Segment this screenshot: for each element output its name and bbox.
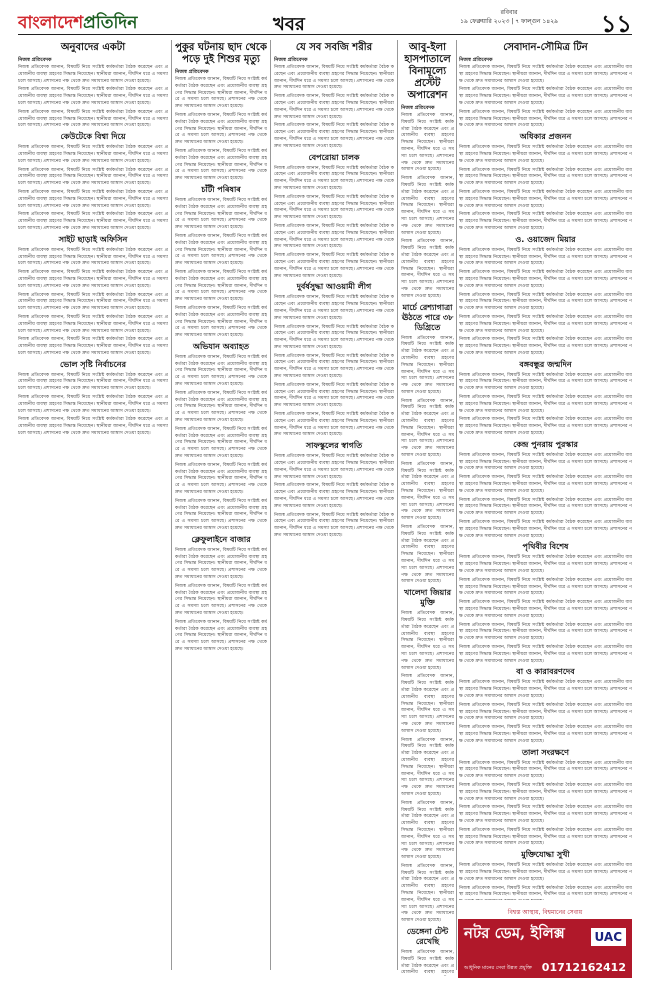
article-body: নিজস্ব প্রতিবেদক জানান, বিষয়টি নিয়ে সংশ্লিষ্ট কর্মকর্তারা বৈঠক করেছেন এবং প্রয়োজনীয় ব্যবস্থা গ্রহণের সিদ্ধান্ত নিয়েছেন। স্থানীয়রা জানান, দীর্ঘদিন ধরে এ সমস্যা চলে আসছে। প্রশাসনের পক্ষ থেকে দ্রুত সমাধানের আশ্বাস দেওয়া হয়েছে। bbox=[459, 247, 632, 267]
logo-text: বাংলাদেশ bbox=[18, 13, 84, 33]
article-body: নিজস্ব প্রতিবেদক জানান, বিষয়টি নিয়ে সংশ্লিষ্ট কর্মকর্তারা বৈঠক করেছেন এবং প্রয়োজনীয় ব্যবস্থা গ্রহণের সিদ্ধান্ত নিয়েছেন। স্থানীয়রা জানান, দীর্ঘদিন ধরে এ সমস্যা চলে আসছে। প্রশাসনের পক্ষ থেকে দ্রুত সমাধানের আশ্বাস দেওয়া হয়েছে। bbox=[274, 165, 394, 191]
article bbox=[459, 42, 632, 130]
column-1 bbox=[18, 40, 168, 900]
article-body: নিজস্ব প্রতিবেদক জানান, বিষয়টি নিয়ে সংশ্লিষ্ট কর্মকর্তারা বৈঠক করেছেন এবং প্রয়োজনীয় ব্যবস্থা গ্রহণের সিদ্ধান্ত নিয়েছেন। স্থানীয়রা জানান, দীর্ঘদিন ধরে এ সমস্যা চলে আসছে। প্রশাসনের পক্ষ থেকে দ্রুত সমাধানের আশ্বাস দেওয়া হয়েছে। bbox=[274, 324, 394, 350]
article-body: নিজস্ব প্রতিবেদক জানান, বিষয়টি নিয়ে সংশ্লিষ্ট কর্মকর্তারা বৈঠক করেছেন এবং প্রয়োজনীয় ব্যবস্থা গ্রহণের সিদ্ধান্ত নিয়েছেন। স্থানীয়রা জানান, দীর্ঘদিন ধরে এ সমস্যা চলে আসছে। প্রশাসনের পক্ষ থেকে দ্রুত সমাধানের আশ্বাস দেওয়া হয়েছে। bbox=[274, 382, 394, 409]
article-body: নিজস্ব প্রতিবেদক জানান, বিষয়টি নিয়ে সংশ্লিষ্ট কর্মকর্তারা বৈঠক করেছেন এবং প্রয়োজনীয় ব্যবস্থা গ্রহণের সিদ্ধান্ত নিয়েছেন। স্থানীয়রা জানান, দীর্ঘদিন ধরে এ সমস্যা চলে আসছে। প্রশাসনের পক্ষ থেকে দ্রুত সমাধানের আশ্বাস দেওয়া হয়েছে। bbox=[175, 462, 267, 496]
article-body: নিজস্ব প্রতিবেদক জানান, বিষয়টি নিয়ে সংশ্লিষ্ট কর্মকর্তারা বৈঠক করেছেন এবং প্রয়োজনীয় ব্যবস্থা গ্রহণের সিদ্ধান্ত নিয়েছেন। স্থানীয়রা জানান, দীর্ঘদিন ধরে এ সমস্যা চলে আসছে। প্রশাসনের পক্ষ থেকে দ্রুত সমাধানের আশ্বাস দেওয়া হয়েছে। bbox=[459, 827, 632, 847]
article-body: নিজস্ব প্রতিবেদক জানান, বিষয়টি নিয়ে সংশ্লিষ্ট কর্মকর্তারা বৈঠক করেছেন এবং প্রয়োজনীয় ব্যবস্থা গ্রহণের সিদ্ধান্ত নিয়েছেন। স্থানীয়রা জানান, দীর্ঘদিন ধরে এ সমস্যা চলে আসছে। প্রশাসনের পক্ষ থেকে দ্রুত সমাধানের আশ্বাস দেওয়া হয়েছে। bbox=[401, 176, 454, 236]
article-body: নিজস্ব প্রতিবেদক জানান, বিষয়টি নিয়ে সংশ্লিষ্ট কর্মকর্তারা বৈঠক করেছেন এবং প্রয়োজনীয় ব্যবস্থা গ্রহণের সিদ্ধান্ত নিয়েছেন। স্থানীয়রা জানান, দীর্ঘদিন ধরে এ সমস্যা চলে আসছে। প্রশাসনের পক্ষ থেকে দ্রুত সমাধানের আশ্বাস দেওয়া হয়েছে। bbox=[459, 644, 632, 664]
article bbox=[459, 542, 632, 665]
article-body: নিজস্ব প্রতিবেদক জানান, বিষয়টি নিয়ে সংশ্লিষ্ট কর্মকর্তারা বৈঠক করেছেন এবং প্রয়োজনীয় ব্যবস্থা গ্রহণের সিদ্ধান্ত নিয়েছেন। স্থানীয়রা জানান, দীর্ঘদিন ধরে এ সমস্যা চলে আসছে। প্রশাসনের পক্ষ থেকে দ্রুত সমাধানের আশ্বাস দেওয়া হয়েছে। bbox=[175, 269, 267, 303]
article bbox=[459, 360, 632, 438]
article-body: নিজস্ব প্রতিবেদক জানান, বিষয়টি নিয়ে সংশ্লিষ্ট কর্মকর্তারা বৈঠক করেছেন এবং প্রয়োজনীয় ব্যবস্থা গ্রহণের সিদ্ধান্ত নিয়েছেন। স্থানীয়রা জানান, দীর্ঘদিন ধরে এ সমস্যা চলে আসছে। প্রশাসনের পক্ষ থেকে দ্রুত সমাধানের আশ্বাস দেওয়া হয়েছে। bbox=[175, 498, 267, 532]
article-headline[interactable]: ও. ওয়াজেদ মিয়ার bbox=[515, 234, 576, 244]
article bbox=[401, 927, 454, 976]
article-byline: নিজস্ব প্রতিবেদক bbox=[401, 105, 435, 111]
article-body: নিজস্ব প্রতিবেদক জানান, বিষয়টি নিয়ে সংশ্লিষ্ট কর্মকর্তারা বৈঠক করেছেন এবং প্রয়োজনীয় ব্যবস্থা গ্রহণের সিদ্ধান্ত নিয়েছেন। স্থানীয়রা জানান, দীর্ঘদিন ধরে এ সমস্যা চলে আসছে। প্রশাসনের পক্ষ থেকে দ্রুত সমাধানের আশ্বাস দেওয়া হয়েছে। bbox=[401, 800, 454, 861]
article-headline[interactable]: তালা সংরক্ষণে bbox=[521, 747, 570, 757]
article-body: নিজস্ব প্রতিবেদক জানান, বিষয়টি নিয়ে সংশ্লিষ্ট কর্মকর্তারা বৈঠক করেছেন এবং প্রয়োজনীয় ব্যবস্থা গ্রহণের সিদ্ধান্ত নিয়েছেন। স্থানীয়রা জানান, দীর্ঘদিন ধরে এ সমস্যা চলে আসছে। প্রশাসনের পক্ষ থেকে দ্রুত সমাধানের আশ্বাস দেওয়া হয়েছে। bbox=[459, 863, 632, 882]
article bbox=[274, 153, 394, 281]
column-3 bbox=[274, 40, 394, 976]
article-body: নিজস্ব প্রতিবেদক জানান, বিষয়টি নিয়ে সংশ্লিষ্ট কর্মকর্তারা বৈঠক করেছেন এবং প্রয়োজনীয় ব্যবস্থা গ্রহণের সিদ্ধান্ত নিয়েছেন। স্থানীয়রা জানান, দীর্ঘদিন ধরে এ সমস্যা চলে আসছে। প্রশাসনের পক্ষ থেকে দ্রুত সমাধানের আশ্বাস দেওয়া হয়েছে। bbox=[175, 112, 267, 146]
article-body: নিজস্ব প্রতিবেদক জানান, বিষয়টি নিয়ে সংশ্লিষ্ট কর্মকর্তারা বৈঠক করেছেন এবং প্রয়োজনীয় ব্যবস্থা গ্রহণের সিদ্ধান্ত নিয়েছেন। স্থানীয়রা জানান, দীর্ঘদিন ধরে এ সমস্যা চলে আসছে। প্রশাসনের পক্ষ থেকে দ্রুত সমাধানের আশ্বাস দেওয়া হয়েছে। bbox=[459, 314, 632, 334]
article-body: নিজস্ব প্রতিবেদক জানান, বিষয়টি নিয়ে সংশ্লিষ্ট কর্মকর্তারা বৈঠক করেছেন এবং প্রয়োজনীয় ব্যবস্থা গ্রহণের সিদ্ধান্ত নিয়েছেন। স্থানীয়রা জানান, দীর্ঘদিন ধরে এ সমস্যা চলে আসছে। প্রশাসনের পক্ষ থেকে দ্রুত সমাধানের আশ্বাস দেওয়া হয়েছে। bbox=[459, 760, 632, 780]
article-body: নিজস্ব প্রতিবেদক জানান, বিষয়টি নিয়ে সংশ্লিষ্ট কর্মকর্তারা বৈঠক করেছেন এবং প্রয়োজনীয় ব্যবস্থা গ্রহণের সিদ্ধান্ত নিয়েছেন। স্থানীয়রা জানান, দীর্ঘদিন ধরে এ সমস্যা চলে আসছে। প্রশাসনের পক্ষ থেকে দ্রুত সমাধানের আশ্বাস দেওয়া হয়েছে। bbox=[401, 335, 454, 395]
article-body: নিজস্ব প্রতিবেদক জানান, বিষয়টি নিয়ে সংশ্লিষ্ট কর্মকর্তারা বৈঠক করেছেন এবং প্রয়োজনীয় ব্যবস্থা গ্রহণের সিদ্ধান্ত নিয়েছেন। স্থানীয়রা জানান, দীর্ঘদিন ধরে এ সমস্যা চলে আসছে। প্রশাসনের পক্ষ থেকে দ্রুত সমাধানের আশ্বাস দেওয়া হয়েছে। bbox=[401, 239, 454, 299]
article-body: নিজস্ব প্রতিবেদক জানান, বিষয়টি নিয়ে সংশ্লিষ্ট কর্মকর্তারা বৈঠক করেছেন এবং প্রয়োজনীয় ব্যবস্থা গ্রহণের সিদ্ধান্ত নিয়েছেন। স্থানীয়রা জানান, দীর্ঘদিন ধরে এ সমস্যা চলে আসছে। প্রশাসনের পক্ষ থেকে দ্রুত সমাধানের আশ্বাস দেওয়া হয়েছে। bbox=[274, 454, 394, 480]
article bbox=[459, 748, 632, 849]
article-body: নিজস্ব প্রতিবেদক জানান, বিষয়টি নিয়ে সংশ্লিষ্ট কর্মকর্তারা বৈঠক করেছেন এবং প্রয়োজনীয় ব্যবস্থা গ্রহণের সিদ্ধান্ত নিয়েছেন। স্থানীয়রা জানান, দীর্ঘদিন ধরে এ সমস্যা চলে আসছে। প্রশাসনের পক্ষ থেকে দ্রুত সমাধানের আশ্বাস দেওয়া হয়েছে। bbox=[459, 622, 632, 642]
newspaper-logo[interactable] bbox=[18, 10, 137, 38]
article-byline: নিজস্ব প্রতিবেদক bbox=[18, 57, 52, 63]
article-body: নিজস্ব প্রতিবেদক জানান, বিষয়টি নিয়ে সংশ্লিষ্ট কর্মকর্তারা বৈঠক করেছেন এবং প্রয়োজনীয় ব্যবস্থা গ্রহণের সিদ্ধান্ত নিয়েছেন। স্থানীয়রা জানান, দীর্ঘদিন ধরে এ সমস্যা চলে আসছে। প্রশাসনের পক্ষ থেকে দ্রুত সমাধানের আশ্বাস দেওয়া হয়েছে। bbox=[459, 337, 632, 356]
article bbox=[175, 342, 267, 533]
article-body: নিজস্ব প্রতিবেদক জানান, বিষয়টি নিয়ে সংশ্লিষ্ট কর্মকর্তারা বৈঠক করেছেন এবং প্রয়োজনীয় ব্যবস্থা গ্রহণের সিদ্ধান্ত নিয়েছেন। স্থানীয়রা জানান, দীর্ঘদিন ধরে এ সমস্যা চলে আসছে। প্রশাসনের পক্ষ থেকে দ্রুত সমাধানের আশ্বাস দেওয়া হয়েছে। bbox=[459, 417, 632, 437]
article-body: নিজস্ব প্রতিবেদক জানান, বিষয়টি নিয়ে সংশ্লিষ্ট কর্মকর্তারা বৈঠক করেছেন এবং প্রয়োজনীয় ব্যবস্থা গ্রহণের সিদ্ধান্ত নিয়েছেন। স্থানীয়রা জানান, দীর্ঘদিন ধরে এ সমস্যা চলে আসছে। প্রশাসনের পক্ষ থেকে দ্রুত সমাধানের আশ্বাস দেওয়া হয়েছে। bbox=[401, 398, 454, 459]
article-body: নিজস্ব প্রতিবেদক জানান, বিষয়টি নিয়ে সংশ্লিষ্ট কর্মকর্তারা বৈঠক করেছেন এবং প্রয়োজনীয় ব্যবস্থা গ্রহণের সিদ্ধান্ত নিয়েছেন। স্থানীয়রা জানান, দীর্ঘদিন ধরে এ সমস্যা চলে আসছে। প্রশাসনের পক্ষ থেকে দ্রুত সমাধানের আশ্বাস দেওয়া হয়েছে। bbox=[175, 547, 267, 580]
article bbox=[459, 440, 632, 541]
article-headline[interactable]: বঙ্গবন্ধুর জন্মদিন bbox=[519, 359, 572, 369]
article bbox=[274, 282, 394, 439]
article-body: নিজস্ব প্রতিবেদক জানান, বিষয়টি নিয়ে সংশ্লিষ্ট কর্মকর্তারা বৈঠক করেছেন এবং প্রয়োজনীয় ব্যবস্থা গ্রহণের সিদ্ধান্ত নিয়েছেন। স্থানীয়রা জানান, দীর্ঘদিন ধরে এ সমস্যা চলে আসছে। প্রশাসনের পক্ষ থেকে দ্রুত সমাধানের আশ্বাস দেওয়া হয়েছে। bbox=[175, 426, 267, 460]
article-body: নিজস্ব প্রতিবেদক জানান, বিষয়টি নিয়ে সংশ্লিষ্ট কর্মকর্তারা বৈঠক করেছেন এবং প্রয়োজনীয় ব্যবস্থা গ্রহণের সিদ্ধান্ত নিয়েছেন। স্থানীয়রা জানান, দীর্ঘদিন ধরে এ সমস্যা চলে আসছে। প্রশাসনের পক্ষ থেকে দ্রুত সমাধানের আশ্বাস দেওয়া হয়েছে। bbox=[459, 725, 632, 744]
article bbox=[274, 441, 394, 540]
article-headline[interactable]: চাঁটী পৰিষাৰ bbox=[201, 184, 241, 194]
article-body: নিজস্ব প্রতিবেদক জানান, বিষয়টি নিয়ে সংশ্লিষ্ট কর্মকর্তারা বৈঠক করেছেন এবং প্রয়োজনীয় ব্যবস্থা গ্রহণের সিদ্ধান্ত নিয়েছেন। স্থানীয়রা জানান, দীর্ঘদিন ধরে এ সমস্যা চলে আসছে। প্রশাসনের পক্ষ থেকে দ্রুত সমাধানের আশ্বাস দেওয়া হয়েছে। bbox=[175, 583, 267, 616]
article-body: নিজস্ব প্রতিবেদক জানান, বিষয়টি নিয়ে সংশ্লিষ্ট কর্মকর্তারা বৈঠক করেছেন এবং প্রয়োজনীয় ব্যবস্থা গ্রহণের সিদ্ধান্ত নিয়েছেন। স্থানীয়রা জানান, দীর্ঘদিন ধরে এ সমস্যা চলে আসছে। প্রশাসনের পক্ষ থেকে দ্রুত সমাধানের আশ্বাস দেওয়া হয়েছে। bbox=[459, 702, 632, 722]
article bbox=[459, 132, 632, 233]
article-body: নিজস্ব প্রতিবেদক জানান, বিষয়টি নিয়ে সংশ্লিষ্ট কর্মকর্তারা বৈঠক করেছেন এবং প্রয়োজনীয় ব্যবস্থা গ্রহণের সিদ্ধান্ত নিয়েছেন। স্থানীয়রা জানান, দীর্ঘদিন ধরে এ সমস্যা চলে আসছে। প্রশাসনের পক্ষ থেকে দ্রুত সমাধানের আশ্বাস দেওয়া হয়েছে। bbox=[459, 452, 632, 472]
edition-date: ১৯ ফেব্রুয়ারি ২০২৩ | ৭ ফাল্গুন ১৪২৯ bbox=[460, 18, 558, 25]
article-headline[interactable]: ক্লেফুলাইনে বাজার bbox=[191, 534, 251, 544]
article-body: নিজস্ব প্রতিবেদক জানান, বিষয়টি নিয়ে সংশ্লিষ্ট কর্মকর্তারা বৈঠক করেছেন এবং প্রয়োজনীয় ব্যবস্থা গ্রহণের সিদ্ধান্ত নিয়েছেন। স্থানীয়রা জানান, দীর্ঘদিন ধরে এ সমস্যা চলে আসছে। প্রশাসনের পক্ষ থেকে দ্রুত সমাধানের আশ্বাস দেওয়া হয়েছে। bbox=[401, 525, 454, 585]
article-body: নিজস্ব প্রতিবেদক জানান, বিষয়টি নিয়ে সংশ্লিষ্ট কর্মকর্তারা বৈঠক করেছেন এবং প্রয়োজনীয় ব্যবস্থা গ্রহণের সিদ্ধান্ত নিয়েছেন। স্থানীয়রা জানান, দীর্ঘদিন ধরে এ সমস্যা চলে আসছে। প্রশাসনের পক্ষ থেকে দ্রুত সমাধানের আশ্বাস দেওয়া হয়েছে। bbox=[459, 145, 632, 164]
article-body: নিজস্ব প্রতিবেদক জানান, বিষয়টি নিয়ে সংশ্লিষ্ট কর্মকর্তারা বৈঠক করেছেন এবং প্রয়োজনীয় ব্যবস্থা গ্রহণের সিদ্ধান্ত নিয়েছেন। স্থানীয়রা জানান, দীর্ঘদিন ধরে এ সমস্যা চলে আসছে। প্রশাসনের পক্ষ থেকে দ্রুত সমাধানের আশ্বাস দেওয়া হয়েছে। bbox=[274, 295, 394, 321]
article-body: নিজস্ব প্রতিবেদক জানান, বিষয়টি নিয়ে সংশ্লিষ্ট কর্মকর্তারা বৈঠক করেছেন এবং প্রয়োজনীয় ব্যবস্থা গ্রহণের সিদ্ধান্ত নিয়েছেন। স্থানীয়রা জানান, দীর্ঘদিন ধরে এ সমস্যা চলে আসছে। প্রশাসনের পক্ষ থেকে দ্রুত সমাধানের আশ্বাস দেওয়া হয়েছে। bbox=[459, 372, 632, 392]
article-body: নিজস্ব প্রতিবেদক জানান, বিষয়টি নিয়ে সংশ্লিষ্ট কর্মকর্তারা বৈঠক করেছেন এবং প্রয়োজনীয় ব্যবস্থা গ্রহণের সিদ্ধান্ত নিয়েছেন। স্থানীয়রা জানান, দীর্ঘদিন ধরে এ সমস্যা চলে আসছে। প্রশাসনের পক্ষ থেকে দ্রুত সমাধানের আশ্বাস দেওয়া হয়েছে। bbox=[274, 512, 394, 539]
article-body: নিজস্ব প্রতিবেদক জানান, বিষয়টি নিয়ে সংশ্লিষ্ট কর্মকর্তারা বৈঠক করেছেন এবং প্রয়োজনীয় ব্যবস্থা গ্রহণের সিদ্ধান্ত নিয়েছেন। স্থানীয়রা জানান, দীর্ঘদিন ধরে এ সমস্যা চলে আসছে। প্রশাসনের পক্ষ থেকে দ্রুত সমাধানের আশ্বাস দেওয়া হয়েছে। bbox=[18, 337, 168, 356]
article-headline[interactable]: অনুবাদের একটা bbox=[60, 42, 126, 53]
ad-tagline: বিশ্বস্ত আস্থায়, বিশ্বমানের সেবায় bbox=[458, 906, 632, 919]
article-body: নিজস্ব প্রতিবেদক জানান, বিষয়টি নিয়ে সংশ্লিষ্ট কর্মকর্তারা বৈঠক করেছেন এবং প্রয়োজনীয় ব্যবস্থা গ্রহণের সিদ্ধান্ত নিয়েছেন। স্থানীয়রা জানান, দীর্ঘদিন ধরে এ সমস্যা চলে আসছে। প্রশাসনের পক্ষ থেকে দ্রুত সমাধানের আশ্বাস দেওয়া হয়েছে। bbox=[18, 189, 168, 209]
column-divider bbox=[270, 40, 271, 970]
article-body: নিজস্ব প্রতিবেদক জানান, বিষয়টি নিয়ে সংশ্লিষ্ট কর্মকর্তারা বৈঠক করেছেন এবং প্রয়োজনীয় ব্যবস্থা গ্রহণের সিদ্ধান্ত নিয়েছেন। স্থানীয়রা জানান, দীর্ঘদিন ধরে এ সমস্যা চলে আসছে। প্রশাসনের পক্ষ থেকে দ্রুত সমাধানের আশ্বাস দেওয়া হয়েছে। bbox=[18, 314, 168, 334]
article-body: নিজস্ব প্রতিবেদক জানান, বিষয়টি নিয়ে সংশ্লিষ্ট কর্মকর্তারা বৈঠক করেছেন এবং প্রয়োজনীয় ব্যবস্থা গ্রহণের সিদ্ধান্ত নিয়েছেন। স্থানীয়রা জানান, দীর্ঘদিন ধরে এ সমস্যা চলে আসছে। প্রশাসনের পক্ষ থেকে দ্রুত সমাধানের আশ্বাস দেওয়া হয়েছে। bbox=[18, 145, 168, 164]
article-body: নিজস্ব প্রতিবেদক জানান, বিষয়টি নিয়ে সংশ্লিষ্ট কর্মকর্তারা বৈঠক করেছেন এবং প্রয়োজনীয় ব্যবস্থা গ্রহণের সিদ্ধান্ত নিয়েছেন। স্থানীয়রা জানান, দীর্ঘদিন ধরে এ সমস্যা চলে আসছে। প্রশাসনের পক্ষ থেকে দ্রুত সমাধানের আশ্বাস দেওয়া হয়েছে। bbox=[175, 197, 267, 231]
article-body: নিজস্ব প্রতিবেদক জানান, বিষয়টি নিয়ে সংশ্লিষ্ট কর্মকর্তারা বৈঠক করেছেন এবং প্রয়োজনীয় ব্যবস্থা গ্রহণের সিদ্ধান্ত নিয়েছেন। স্থানীয়রা জানান, দীর্ঘদিন ধরে এ সমস্যা চলে আসছে। প্রশাসনের পক্ষ থেকে দ্রুত সমাধানের আশ্বাস দেওয়া হয়েছে। bbox=[459, 270, 632, 289]
article-body: নিজস্ব প্রতিবেদক জানান, বিষয়টি নিয়ে সংশ্লিষ্ট কর্মকর্তারা বৈঠক করেছেন এবং প্রয়োজনীয় ব্যবস্থা গ্রহণের সিদ্ধান্ত নিয়েছেন। স্থানীয়রা জানান, দীর্ঘদিন ধরে এ সমস্যা চলে আসছে। প্রশাসনের পক্ষ থেকে দ্রুত সমাধানের আশ্বাস দেওয়া হয়েছে। bbox=[274, 353, 394, 380]
article-byline: নিজস্ব প্রতিবেদক bbox=[274, 57, 308, 63]
article-body: নিজস্ব প্রতিবেদক জানান, বিষয়টি নিয়ে সংশ্লিষ্ট কর্মকর্তারা বৈঠক করেছেন এবং প্রয়োজনীয় ব্যবস্থা গ্রহণের সিদ্ধান্ত নিয়েছেন। স্থানীয়রা জানান, দীর্ঘদিন ধরে এ সমস্যা চলে আসছে। প্রশাসনের পক্ষ থেকে দ্রুত সমাধানের আশ্বাস দেওয়া হয়েছে। bbox=[274, 65, 394, 91]
article-byline: নিজস্ব প্রতিবেদক bbox=[175, 69, 209, 75]
article-headline[interactable]: সাইট ছাড়াই অফিসিন bbox=[58, 234, 128, 244]
article-headline[interactable]: আবু-ইলা হাসপাতালে বিনামূল্যে প্রস্টেট অপারেশন bbox=[404, 42, 451, 101]
column-4 bbox=[401, 40, 454, 976]
article bbox=[18, 42, 168, 130]
advertisement[interactable] bbox=[458, 906, 632, 978]
article-body: নিজস্ব প্রতিবেদক জানান, বিষয়টি নিয়ে সংশ্লিষ্ট কর্মকর্তারা বৈঠক করেছেন এবং প্রয়োজনীয় ব্যবস্থা গ্রহণের সিদ্ধান্ত নিয়েছেন। স্থানীয়রা জানান, দীর্ঘদিন ধরে এ সমস্যা চলে আসছে। প্রশাসনের পক্ষ থেকে দ্রুত সমাধানের আশ্বাস দেওয়া হয়েছে। bbox=[459, 87, 632, 106]
article-headline[interactable]: বা ও কারাবরণদেব bbox=[516, 667, 575, 677]
article-body: নিজস্ব প্রতিবেদক জানান, বিষয়টি নিয়ে সংশ্লিষ্ট কর্মকর্তারা বৈঠক করেছেন এবং প্রয়োজনীয় ব্যবস্থা গ্রহণের সিদ্ধান্ত নিয়েছেন। স্থানীয়রা জানান, দীর্ঘদিন ধরে এ সমস্যা চলে আসছে। প্রশাসনের পক্ষ থেকে দ্রুত সমাধানের আশ্বাস দেওয়া হয়েছে। bbox=[459, 395, 632, 414]
article-body: নিজস্ব প্রতিবেদক জানান, বিষয়টি নিয়ে সংশ্লিষ্ট কর্মকর্তারা বৈঠক করেছেন এবং প্রয়োজনীয় ব্যবস্থা গ্রহণের সিদ্ধান্ত নিয়েছেন। স্থানীয়রা জানান, দীর্ঘদিন ধরে এ সমস্যা চলে আসছে। প্রশাসনের পক্ষ থেকে দ্রুত সমাধানের আশ্বাস দেওয়া হয়েছে। bbox=[18, 270, 168, 289]
article-body: নিজস্ব প্রতিবেদক জানান, বিষয়টি নিয়ে সংশ্লিষ্ট কর্মকর্তারা বৈঠক করেছেন এবং প্রয়োজনীয় ব্যবস্থা গ্রহণের সিদ্ধান্ত নিয়েছেন। স্থানীয়রা জানান, দীর্ঘদিন ধরে এ সমস্যা চলে আসছে। প্রশাসনের পক্ষ থেকে দ্রুত সমাধানের আশ্বাস দেওয়া হয়েছে। bbox=[401, 611, 454, 671]
article-headline[interactable]: ডেঙ্গেনা টেন্ট রেখেছি bbox=[406, 927, 449, 947]
article-body: নিজস্ব প্রতিবেদক জানান, বিষয়টি নিয়ে সংশ্লিষ্ট কর্মকর্তারা বৈঠক করেছেন এবং প্রয়োজনীয় ব্যবস্থা গ্রহণের সিদ্ধান্ত নিয়েছেন। স্থানীয়রা জানান, দীর্ঘদিন ধরে এ সমস্যা চলে আসছে। প্রশাসনের পক্ষ থেকে দ্রুত সমাধানের আশ্বাস দেওয়া হয়েছে। bbox=[18, 212, 168, 231]
article bbox=[18, 360, 168, 438]
article-body: নিজস্ব প্রতিবেদক জানান, বিষয়টি নিয়ে সংশ্লিষ্ট কর্মকর্তারা বৈঠক করেছেন এবং প্রয়োজনীয় ব্যবস্থা গ্রহণের সিদ্ধান্ত নিয়েছেন। স্থানীয়রা জানান, দীর্ঘদিন ধরে এ সমস্যা চলে আসছে। প্রশাসনের পক্ষ থেকে দ্রুত সমাধানের আশ্বাস দেওয়া হয়েছে। bbox=[459, 805, 632, 824]
article-headline[interactable]: মুক্তিযোদ্ধা সুখী bbox=[521, 850, 570, 860]
article-body: নিজস্ব প্রতিবেদক জানান, বিষয়টি নিয়ে সংশ্লিষ্ট কর্মকর্তারা বৈঠক করেছেন এবং প্রয়োজনীয় ব্যবস্থা গ্রহণের সিদ্ধান্ত নিয়েছেন। স্থানীয়রা জানান, দীর্ঘদিন ধরে এ সমস্যা চলে আসছে। প্রশাসনের পক্ষ থেকে দ্রুত সমাধানের আশ্বাস দেওয়া হয়েছে। bbox=[18, 65, 168, 84]
article-headline[interactable]: ভোল সৃষ্টি নির্বাচনের bbox=[60, 359, 126, 369]
article-body: নিজস্ব প্রতিবেদক জানান, বিষয়টি নিয়ে সংশ্লিষ্ট কর্মকর্তারা বৈঠক করেছেন এবং প্রয়োজনীয় ব্যবস্থা গ্রহণের সিদ্ধান্ত নিয়েছেন। স্থানীয়রা জানান, দীর্ঘদিন ধরে এ সমস্যা চলে আসছে। প্রশাসনের পক্ষ থেকে দ্রুত সমাধানের আশ্বাস দেওয়া হয়েছে। bbox=[459, 292, 632, 312]
ad-subtext: আধুনিক মানের সেবা উন্নত প্রযুক্তি bbox=[464, 965, 532, 971]
article-body: নিজস্ব প্রতিবেদক জানান, বিষয়টি নিয়ে সংশ্লিষ্ট কর্মকর্তারা বৈঠক করেছেন এবং প্রয়োজনীয় ব্যবস্থা গ্রহণের সিদ্ধান্ত নিয়েছেন। স্থানীয়রা জানান, দীর্ঘদিন ধরে এ সমস্যা চলে আসছে। প্রশাসনের পক্ষ থেকে দ্রুত সমাধানের আশ্বাস দেওয়া হয়েছে। bbox=[459, 782, 632, 802]
article-body: নিজস্ব প্রতিবেদক জানান, বিষয়টি নিয়ে সংশ্লিষ্ট কর্মকর্তারা বৈঠক করেছেন এবং প্রয়োজনীয় ব্যবস্থা গ্রহণের সিদ্ধান্ত নিয়েছেন। স্থানীয়রা জানান, দীর্ঘদিন ধরে এ সমস্যা চলে আসছে। প্রশাসনের পক্ষ থেকে দ্রুত সমাধানের আশ্বাস দেওয়া হয়েছে। bbox=[18, 395, 168, 414]
column-divider bbox=[456, 40, 457, 970]
article-body: নিজস্ব প্রতিবেদক জানান, বিষয়টি নিয়ে সংশ্লিষ্ট কর্মকর্তারা বৈঠক করেছেন এবং প্রয়োজনীয় ব্যবস্থা গ্রহণের সিদ্ধান্ত নিয়েছেন। স্থানীয়রা জানান, দীর্ঘদিন ধরে এ সমস্যা চলে আসছে। প্রশাসনের পক্ষ থেকে দ্রুত সমাধানের আশ্বাস দেওয়া হয়েছে। bbox=[274, 223, 394, 250]
article-body: নিজস্ব প্রতিবেদক জানান, বিষয়টি নিয়ে সংশ্লিষ্ট কর্মকর্তারা বৈঠক করেছেন এবং প্রয়োজনীয় ব্যবস্থা গ্রহণের সিদ্ধান্ত নিয়েছেন। স্থানীয়রা জানান, দীর্ঘদিন ধরে এ সমস্যা চলে আসছে। প্রশাসনের পক্ষ থেকে দ্রুত সমাধানের আশ্বাস দেওয়া হয়েছে। bbox=[274, 94, 394, 120]
article-headline[interactable]: কেন্দ্র পুনরায় পুরস্কার bbox=[513, 439, 578, 449]
article-body: নিজস্ব প্রতিবেদক জানান, বিষয়টি নিয়ে সংশ্লিষ্ট কর্মকর্তারা বৈঠক করেছেন এবং প্রয়োজনীয় ব্যবস্থা গ্রহণের সিদ্ধান্ত নিয়েছেন। স্থানীয়রা জানান, দীর্ঘদিন ধরে এ সমস্যা চলে আসছে। প্রশাসনের পক্ষ থেকে দ্রুত সমাধানের আশ্বাস দেওয়া হয়েছে। bbox=[274, 483, 394, 509]
article-body: নিজস্ব প্রতিবেদক জানান, বিষয়টি নিয়ে সংশ্লিষ্ট কর্মকর্তারা বৈঠক করেছেন এবং প্রয়োজনীয় ব্যবস্থা গ্রহণের সিদ্ধান্ত নিয়েছেন। স্থানীয়রা জানান, দীর্ঘদিন ধরে এ সমস্যা চলে আসছে। প্রশাসনের পক্ষ থেকে দ্রুত সমাধানের আশ্বাস দেওয়া হয়েছে। bbox=[18, 417, 168, 437]
article-headline[interactable]: সেবাদান-সৌমিত্র টিন bbox=[503, 42, 588, 53]
article-body: নিজস্ব প্রতিবেদক জানান, বিষয়টি নিয়ে সংশ্লিষ্ট কর্মকর্তারা বৈঠক করেছেন এবং প্রয়োজনীয় ব্যবস্থা গ্রহণের সিদ্ধান্ত নিয়েছেন। স্থানীয়রা জানান, দীর্ঘদিন ধরে এ সমস্যা চলে আসছে। প্রশাসনের পক্ষ থেকে দ্রুত সমাধানের আশ্বাস দেওয়া হয়েছে। bbox=[175, 233, 267, 267]
article-body: নিজস্ব প্রতিবেদক জানান, বিষয়টি নিয়ে সংশ্লিষ্ট কর্মকর্তারা বৈঠক করেছেন এবং প্রয়োজনীয় ব্যবস্থা গ্রহণের সিদ্ধান্ত নিয়েছেন। স্থানীয়রা জানান, দীর্ঘদিন ধরে এ সমস্যা চলে আসছে। প্রশাসনের পক্ষ থেকে দ্রুত সমাধানের আশ্বাস দেওয়া হয়েছে। bbox=[175, 354, 267, 388]
article-body: নিজস্ব প্রতিবেদক জানান, বিষয়টি নিয়ে সংশ্লিষ্ট কর্মকর্তারা বৈঠক করেছেন এবং প্রয়োজনীয় ব্যবস্থা গ্রহণের সিদ্ধান্ত নিয়েছেন। স্থানীয়রা জানান, দীর্ঘদিন ধরে এ সমস্যা চলে আসছে। প্রশাসনের পক্ষ থেকে দ্রুত সমাধানের আশ্বাস দেওয়া হয়েছে। bbox=[459, 65, 632, 84]
article-body: নিজস্ব প্রতিবেদক জানান, বিষয়টি নিয়ে সংশ্লিষ্ট কর্মকর্তারা বৈঠক করেছেন এবং প্রয়োজনীয় ব্যবস্থা গ্রহণের সিদ্ধান্ত নিয়েছেন। স্থানীয়রা জানান, দীর্ঘদিন ধরে এ সমস্যা চলে আসছে। প্রশাসনের পক্ষ থেকে দ্রুত সমাধানের আশ্বাস দেওয়া হয়েছে। bbox=[459, 600, 632, 619]
article-headline[interactable]: অভিযান অব্যাহত bbox=[193, 341, 249, 351]
ad-brand-name: নটর ডেম, ইলিক্স bbox=[464, 924, 565, 942]
column-divider bbox=[171, 40, 172, 970]
article-body: নিজস্ব প্রতিবেদক জানান, বিষয়টি নিয়ে সংশ্লিষ্ট কর্মকর্তারা বৈঠক করেছেন এবং প্রয়োজনীয় ব্যবস্থা গ্রহণের সিদ্ধান্ত নিয়েছেন। স্থানীয়রা জানান, দীর্ঘদিন ধরে এ সমস্যা চলে আসছে। প্রশাসনের পক্ষ থেকে দ্রুত সমাধানের আশ্বাস দেওয়া হয়েছে। bbox=[18, 372, 168, 392]
article-headline[interactable]: পৃথিবীর বিশেষ bbox=[522, 542, 569, 552]
article-body: নিজস্ব প্রতিবেদক জানান, বিষয়টি নিয়ে সংশ্লিষ্ট কর্মকর্তারা বৈঠক করেছেন এবং প্রয়োজনীয় ব্যবস্থা গ্রহণের সিদ্ধান্ত নিয়েছেন। স্থানীয়রা জানান, দীর্ঘদিন ধরে এ সমস্যা চলে আসছে। প্রশাসনের পক্ষ থেকে দ্রুত সমাধানের আশ্বাস দেওয়া হয়েছে। bbox=[459, 577, 632, 597]
article bbox=[459, 235, 632, 358]
article-body: নিজস্ব প্রতিবেদক জানান, বিষয়টি নিয়ে সংশ্লিষ্ট কর্মকর্তারা বৈঠক করেছেন এবং প্রয়োজনীয় ব্যবস্থা গ্রহণের সিদ্ধান্ত নিয়েছেন। স্থানীয়রা জানান, দীর্ঘদিন ধরে এ সমস্যা চলে আসছে। প্রশাসনের পক্ষ থেকে দ্রুত সমাধানের আশ্বাস দেওয়া হয়েছে। bbox=[18, 247, 168, 267]
article bbox=[175, 42, 267, 183]
article-body: নিজস্ব প্রতিবেদক জানান, বিষয়টি নিয়ে সংশ্লিষ্ট কর্মকর্তারা বৈঠক করেছেন এবং প্রয়োজনীয় ব্যবস্থা গ্রহণের সিদ্ধান্ত নিয়েছেন। স্থানীয়রা জানান, দীর্ঘদিন ধরে এ সমস্যা চলে আসছে। প্রশাসনের পক্ষ থেকে দ্রুত সমাধানের আশ্বাস দেওয়া হয়েছে। bbox=[18, 292, 168, 312]
article-body: নিজস্ব প্রতিবেদক জানান, বিষয়টি নিয়ে সংশ্লিষ্ট কর্মকর্তারা বৈঠক করেছেন এবং প্রয়োজনীয় ব্যবস্থা গ্রহণের সিদ্ধান্ত নিয়েছেন। স্থানীয়রা জানান, দীর্ঘদিন ধরে এ সমস্যা চলে আসছে। প্রশাসনের পক্ষ থেকে দ্রুত সমাধানের আশ্বাস দেওয়া হয়েছে। bbox=[175, 619, 267, 652]
article-body: নিজস্ব প্রতিবেদক জানান, বিষয়টি নিয়ে সংশ্লিষ্ট কর্মকর্তারা বৈঠক করেছেন এবং প্রয়োজনীয় ব্যবস্থা গ্রহণের সিদ্ধান্ত নিয়েছেন। স্থানীয়রা জানান, দীর্ঘদিন ধরে এ সমস্যা চলে আসছে। প্রশাসনের পক্ষ থেকে দ্রুত সমাধানের আশ্বাস দেওয়া হয়েছে। bbox=[459, 189, 632, 209]
article bbox=[175, 185, 267, 340]
article-body: নিজস্ব প্রতিবেদক জানান, বিষয়টি নিয়ে সংশ্লিষ্ট কর্মকর্তারা বৈঠক করেছেন এবং প্রয়োজনীয় ব্যবস্থা গ্রহণের সিদ্ধান্ত নিয়েছেন। স্থানীয়রা জানান, দীর্ঘদিন ধরে এ সমস্যা চলে আসছে। প্রশাসনের পক্ষ থেকে দ্রুত সমাধানের আশ্বাস দেওয়া হয়েছে। bbox=[175, 305, 267, 339]
weekday: রবিবার bbox=[500, 9, 518, 16]
article-headline[interactable]: পুকুর ঘটনায় ছাদ থেকে পড়ে দুই শিশুর মৃত্যু bbox=[175, 42, 267, 65]
article-headline[interactable]: অধিকার প্রজনন bbox=[519, 132, 572, 142]
article bbox=[459, 667, 632, 745]
article-headline[interactable]: বেপরোয়া চালক bbox=[308, 152, 360, 162]
article-body: নিজস্ব প্রতিবেদক জানান, বিষয়টি নিয়ে সংশ্লিষ্ট কর্মকর্তারা বৈঠক করেছেন এবং প্রয়োজনীয় ব্যবস্থা গ্রহণের সিদ্ধান্ত নিয়েছেন। স্থানীয়রা জানান, দীর্ঘদিন ধরে এ সমস্যা চলে আসছে। প্রশাসনের পক্ষ থেকে দ্রুত সমাধানের আশ্বাস দেওয়া হয়েছে। bbox=[274, 412, 394, 438]
column-divider bbox=[397, 40, 398, 970]
article-body: নিজস্ব প্রতিবেদক জানান, বিষয়টি নিয়ে সংশ্লিষ্ট কর্মকর্তারা বৈঠক করেছেন এবং প্রয়োজনীয় ব্যবস্থা গ্রহণের bbox=[401, 950, 454, 976]
article-body: নিজস্ব প্রতিবেদক জানান, বিষয়টি নিয়ে সংশ্লিষ্ট কর্মকর্তারা বৈঠক করেছেন এবং প্রয়োজনীয় ব্যবস্থা গ্রহণের সিদ্ধান্ত নিয়েছেন। স্থানীয়রা জানান, দীর্ঘদিন ধরে এ সমস্যা চলে আসছে। প্রশাসনের পক্ষ থেকে দ্রুত সমাধানের আশ্বাস দেওয়া হয়েছে। bbox=[401, 737, 454, 797]
article-body: নিজস্ব প্রতিবেদক জানান, বিষয়টি নিয়ে সংশ্লিষ্ট কর্মকর্তারা বৈঠক করেছেন এবং প্রয়োজনীয় ব্যবস্থা গ্রহণের সিদ্ধান্ত নিয়েছেন। স্থানীয়রা জানান, দীর্ঘদিন ধরে এ সমস্যা চলে আসছে। প্রশাসনের পক্ষ থেকে দ্রুত সমাধানের আশ্বাস দেওয়া হয়েছে। bbox=[401, 113, 454, 173]
article-body: নিজস্ব প্রতিবেদক জানান, বিষয়টি নিয়ে সংশ্লিষ্ট কর্মকর্তারা বৈঠক করেছেন এবং প্রয়োজনীয় ব্যবস্থা গ্রহণের সিদ্ধান্ত নিয়েছেন। স্থানীয়রা জানান, দীর্ঘদিন ধরে এ সমস্যা চলে আসছে। প্রশাসনের পক্ষ থেকে দ্রুত সমাধানের আশ্বাস দেওয়া হয়েছে। bbox=[175, 148, 267, 182]
article-body: নিজস্ব প্রতিবেদক জানান, বিষয়টি নিয়ে সংশ্লিষ্ট কর্মকর্তারা বৈঠক করেছেন এবং প্রয়োজনীয় ব্যবস্থা গ্রহণের সিদ্ধান্ত নিয়েছেন। স্থানীয়রা জানান, দীর্ঘদিন ধরে এ সমস্যা চলে আসছে। প্রশাসনের পক্ষ থেকে দ্রুত সমাধানের আশ্বাস দেওয়া হয়েছে। bbox=[459, 475, 632, 494]
article bbox=[401, 588, 454, 925]
article bbox=[401, 303, 454, 587]
article-body: নিজস্ব প্রতিবেদক জানান, বিষয়টি নিয়ে সংশ্লিষ্ট কর্মকর্তারা বৈঠক করেছেন এবং প্রয়োজনীয় ব্যবস্থা গ্রহণের সিদ্ধান্ত নিয়েছেন। স্থানীয়রা জানান, দীর্ঘদিন ধরে এ সমস্যা চলে আসছে। প্রশাসনের পক্ষ থেকে দ্রুত সমাধানের আশ্বাস দেওয়া হয়েছে। bbox=[18, 109, 168, 129]
page-number: ১১ bbox=[600, 10, 632, 38]
article-body: নিজস্ব প্রতিবেদক জানান, বিষয়টি নিয়ে সংশ্লিষ্ট কর্মকর্তারা বৈঠক করেছেন এবং প্রয়োজনীয় ব্যবস্থা গ্রহণের সিদ্ধান্ত নিয়েছেন। স্থানীয়রা জানান, দীর্ঘদিন ধরে এ সমস্যা চলে আসছে। প্রশাসনের পক্ষ থেকে দ্রুত সমাধানের আশ্বাস দেওয়া হয়েছে। bbox=[459, 680, 632, 699]
article-body: নিজস্ব প্রতিবেদক জানান, বিষয়টি নিয়ে সংশ্লিষ্ট কর্মকর্তারা বৈঠক করেছেন এবং প্রয়োজনীয় ব্যবস্থা গ্রহণের সিদ্ধান্ত নিয়েছেন। স্থানীয়রা জানান, দীর্ঘদিন ধরে এ সমস্যা চলে আসছে। প্রশাসনের পক্ষ থেকে দ্রুত সমাধানের আশ্বাস দেওয়া হয়েছে। bbox=[459, 167, 632, 187]
column-5 bbox=[459, 40, 632, 900]
article-body: নিজস্ব প্রতিবেদক জানান, বিষয়টি নিয়ে সংশ্লিষ্ট কর্মকর্তারা বৈঠক করেছেন এবং প্রয়োজনীয় ব্যবস্থা গ্রহণের সিদ্ধান্ত নিয়েছেন। স্থানীয়রা জানান, দীর্ঘদিন ধরে এ সমস্যা চলে আসছে। প্রশাসনের প bbox=[459, 885, 632, 898]
article bbox=[175, 535, 267, 654]
article bbox=[274, 42, 394, 151]
article-headline[interactable]: দুর্বর্ষসুদ্ধা আওয়ামী লীগ bbox=[296, 282, 372, 292]
article-headline[interactable]: যে সব সবজি শরীর bbox=[295, 42, 373, 53]
article-body: নিজস্ব প্রতিবেদক জানান, বিষয়টি নিয়ে সংশ্লিষ্ট কর্মকর্তারা বৈঠক করেছেন এবং প্রয়োজনীয় ব্যবস্থা গ্রহণের সিদ্ধান্ত নিয়েছেন। স্থানীয়রা জানান, দীর্ঘদিন ধরে এ সমস্যা চলে আসছে। প্রশাসনের পক্ষ থেকে দ্রুত সমাধানের আশ্বাস দেওয়া হয়েছে। bbox=[274, 253, 394, 279]
article bbox=[18, 132, 168, 233]
article bbox=[401, 42, 454, 301]
article-headline[interactable]: কেউটেকে বিশ্বা দিয়ে bbox=[60, 132, 126, 142]
article-body: নিজস্ব প্রতিবেদক জানান, বিষয়টি নিয়ে সংশ্লিষ্ট কর্মকর্তারা বৈঠক করেছেন এবং প্রয়োজনীয় ব্যবস্থা গ্রহণের সিদ্ধান্ত নিয়েছেন। স্থানীয়রা জানান, দীর্ঘদিন ধরে এ সমস্যা চলে আসছে। প্রশাসনের পক্ষ থেকে দ্রুত সমাধানের আশ্বাস দেওয়া হয়েছে। bbox=[401, 461, 454, 522]
article-headline[interactable]: মার্চে রেশ্যাগাত্রা ঊঠতে পারে ৩৮ ডিগ্রিতে bbox=[401, 302, 454, 332]
article-body: নিজস্ব প্রতিবেদক জানান, বিষয়টি নিয়ে সংশ্লিষ্ট কর্মকর্তারা বৈঠক করেছেন এবং প্রয়োজনীয় ব্যবস্থা গ্রহণের সিদ্ধান্ত নিয়েছেন। স্থানীয়রা জানান, দীর্ঘদিন ধরে এ সমস্যা চলে আসছে। প্রশাসনের পক্ষ থেকে দ্রুত সমাধানের আশ্বাস দেওয়া হয়েছে। bbox=[459, 520, 632, 539]
article-body: নিজস্ব প্রতিবেদক জানান, বিষয়টি নিয়ে সংশ্লিষ্ট কর্মকর্তারা বৈঠক করেছেন এবং প্রয়োজনীয় ব্যবস্থা গ্রহণের সিদ্ধান্ত নিয়েছেন। স্থানীয়রা জানান, দীর্ঘদিন ধরে এ সমস্যা চলে আসছে। প্রশাসনের পক্ষ থেকে দ্রুত সমাধানের আশ্বাস দেওয়া হয়েছে। bbox=[18, 87, 168, 106]
article-byline: নিজস্ব প্রতিবেদক bbox=[459, 57, 493, 63]
article-body: নিজস্ব প্রতিবেদক জানান, বিষয়টি নিয়ে সংশ্লিষ্ট কর্মকর্তারা বৈঠক করেছেন এবং প্রয়োজনীয় ব্যবস্থা গ্রহণের সিদ্ধান্ত নিয়েছেন। স্থানীয়রা জানান, দীর্ঘদিন ধরে এ সমস্যা চলে আসছে। প্রশাসনের পক্ষ থেকে দ্রুত সমাধানের আশ্বাস দেওয়া হয়েছে। bbox=[175, 390, 267, 424]
article-body: নিজস্ব প্রতিবেদক জানান, বিষয়টি নিয়ে সংশ্লিষ্ট কর্মকর্তারা বৈঠক করেছেন এবং প্রয়োজনীয় ব্যবস্থা গ্রহণের সিদ্ধান্ত নিয়েছেন। স্থানীয়রা জানান, দীর্ঘদিন ধরে এ সমস্যা চলে আসছে। প্রশাসনের পক্ষ থেকে দ্রুত সমাধানের আশ্বাস দেওয়া হয়েছে। bbox=[401, 674, 454, 734]
article-body: নিজস্ব প্রতিবেদক জানান, বিষয়টি নিয়ে সংশ্লিষ্ট কর্মকর্তারা বৈঠক করেছেন এবং প্রয়োজনীয় ব্যবস্থা গ্রহণের সিদ্ধান্ত নিয়েছেন। স্থানীয়রা জানান, দীর্ঘদিন ধরে এ সমস্যা চলে আসছে। প্রশাসনের পক্ষ থেকে দ্রুত সমাধানের আশ্বাস দেওয়া হয়েছে। bbox=[401, 863, 454, 924]
article-body: নিজস্ব প্রতিবেদক জানান, বিষয়টি নিয়ে সংশ্লিষ্ট কর্মকর্তারা বৈঠক করেছেন এবং প্রয়োজনীয় ব্যবস্থা গ্রহণের সিদ্ধান্ত নিয়েছেন। স্থানীয়রা জানান, দীর্ঘদিন ধরে এ সমস্যা চলে আসছে। প্রশাসনের পক্ষ থেকে দ্রুত সমাধানের আশ্বাস দেওয়া হয়েছে। bbox=[18, 167, 168, 187]
article-body: নিজস্ব প্রতিবেদক জানান, বিষয়টি নিয়ে সংশ্লিষ্ট কর্মকর্তারা বৈঠক করেছেন এবং প্রয়োজনীয় ব্যবস্থা গ্রহণের সিদ্ধান্ত নিয়েছেন। স্থানীয়রা জানান, দীর্ঘদিন ধরে এ সমস্যা চলে আসছে। প্রশাসনের পক্ষ থেকে দ্রুত সমাধানের আশ্বাস দেওয়া হয়েছে। bbox=[459, 109, 632, 129]
article-body: নিজস্ব প্রতিবেদক জানান, বিষয়টি নিয়ে সংশ্লিষ্ট কর্মকর্তারা বৈঠক করেছেন এবং প্রয়োজনীয় ব্যবস্থা গ্রহণের সিদ্ধান্ত নিয়েছেন। স্থানীয়রা জানান, দীর্ঘদিন ধরে এ সমস্যা চলে আসছে। প্রশাসনের পক্ষ থেকে দ্রুত সমাধানের আশ্বাস দেওয়া হয়েছে। bbox=[274, 123, 394, 149]
article-body: নিজস্ব প্রতিবেদক জানান, বিষয়টি নিয়ে সংশ্লিষ্ট কর্মকর্তারা বৈঠক করেছেন এবং প্রয়োজনীয় ব্যবস্থা গ্রহণের সিদ্ধান্ত নিয়েছেন। স্থানীয়রা জানান, দীর্ঘদিন ধরে এ সমস্যা চলে আসছে। প্রশাসনের পক্ষ থেকে দ্রুত সমাধানের আশ্বাস দেওয়া হয়েছে। bbox=[274, 194, 394, 221]
article-body: নিজস্ব প্রতিবেদক জানান, বিষয়টি নিয়ে সংশ্লিষ্ট কর্মকর্তারা বৈঠক করেছেন এবং প্রয়োজনীয় ব্যবস্থা গ্রহণের সিদ্ধান্ত নিয়েছেন। স্থানীয়রা জানান, দীর্ঘদিন ধরে এ সমস্যা চলে আসছে। প্রশাসনের পক্ষ থেকে দ্রুত সমাধানের আশ্বাস দেওয়া হয়েছে। bbox=[175, 77, 267, 110]
masthead bbox=[18, 8, 632, 38]
article-headline[interactable]: খালেদা জিয়ার মুক্তি bbox=[404, 588, 451, 608]
article-body: নিজস্ব প্রতিবেদক জানান, বিষয়টি নিয়ে সংশ্লিষ্ট কর্মকর্তারা বৈঠক করেছেন এবং প্রয়োজনীয় ব্যবস্থা গ্রহণের সিদ্ধান্ত নিয়েছেন। স্থানীয়রা জানান, দীর্ঘদিন ধরে এ সমস্যা চলে আসছে। প্রশাসনের পক্ষ থেকে দ্রুত সমাধানের আশ্বাস দেওয়া হয়েছে। bbox=[459, 555, 632, 575]
article bbox=[459, 850, 632, 900]
article bbox=[18, 235, 168, 358]
ad-phone-number[interactable]: 01712162412 bbox=[541, 961, 626, 974]
article-headline[interactable]: সাফস্কুলের স্বাগতি bbox=[305, 441, 363, 451]
column-2 bbox=[175, 40, 267, 900]
ad-logo: UAC bbox=[591, 928, 626, 946]
section-title: খবর bbox=[273, 14, 305, 35]
article-body: নিজস্ব প্রতিবেদক জানান, বিষয়টি নিয়ে সংশ্লিষ্ট কর্মকর্তারা বৈঠক করেছেন এবং প্রয়োজনীয় ব্যবস্থা গ্রহণের সিদ্ধান্ত নিয়েছেন। স্থানীয়রা জানান, দীর্ঘদিন ধরে এ সমস্যা চলে আসছে। প্রশাসনের পক্ষ থেকে দ্রুত সমাধানের আশ্বাস দেওয়া হয়েছে। bbox=[459, 212, 632, 231]
article-body: নিজস্ব প্রতিবেদক জানান, বিষয়টি নিয়ে সংশ্লিষ্ট কর্মকর্তারা বৈঠক করেছেন এবং প্রয়োজনীয় ব্যবস্থা গ্রহণের সিদ্ধান্ত নিয়েছেন। স্থানীয়রা জানান, দীর্ঘদিন ধরে এ সমস্যা চলে আসছে। প্রশাসনের পক্ষ থেকে দ্রুত সমাধানের আশ্বাস দেওয়া হয়েছে। bbox=[459, 497, 632, 517]
logo-accent-text: প্রতিদিন bbox=[83, 13, 138, 33]
edition-info bbox=[460, 8, 558, 26]
